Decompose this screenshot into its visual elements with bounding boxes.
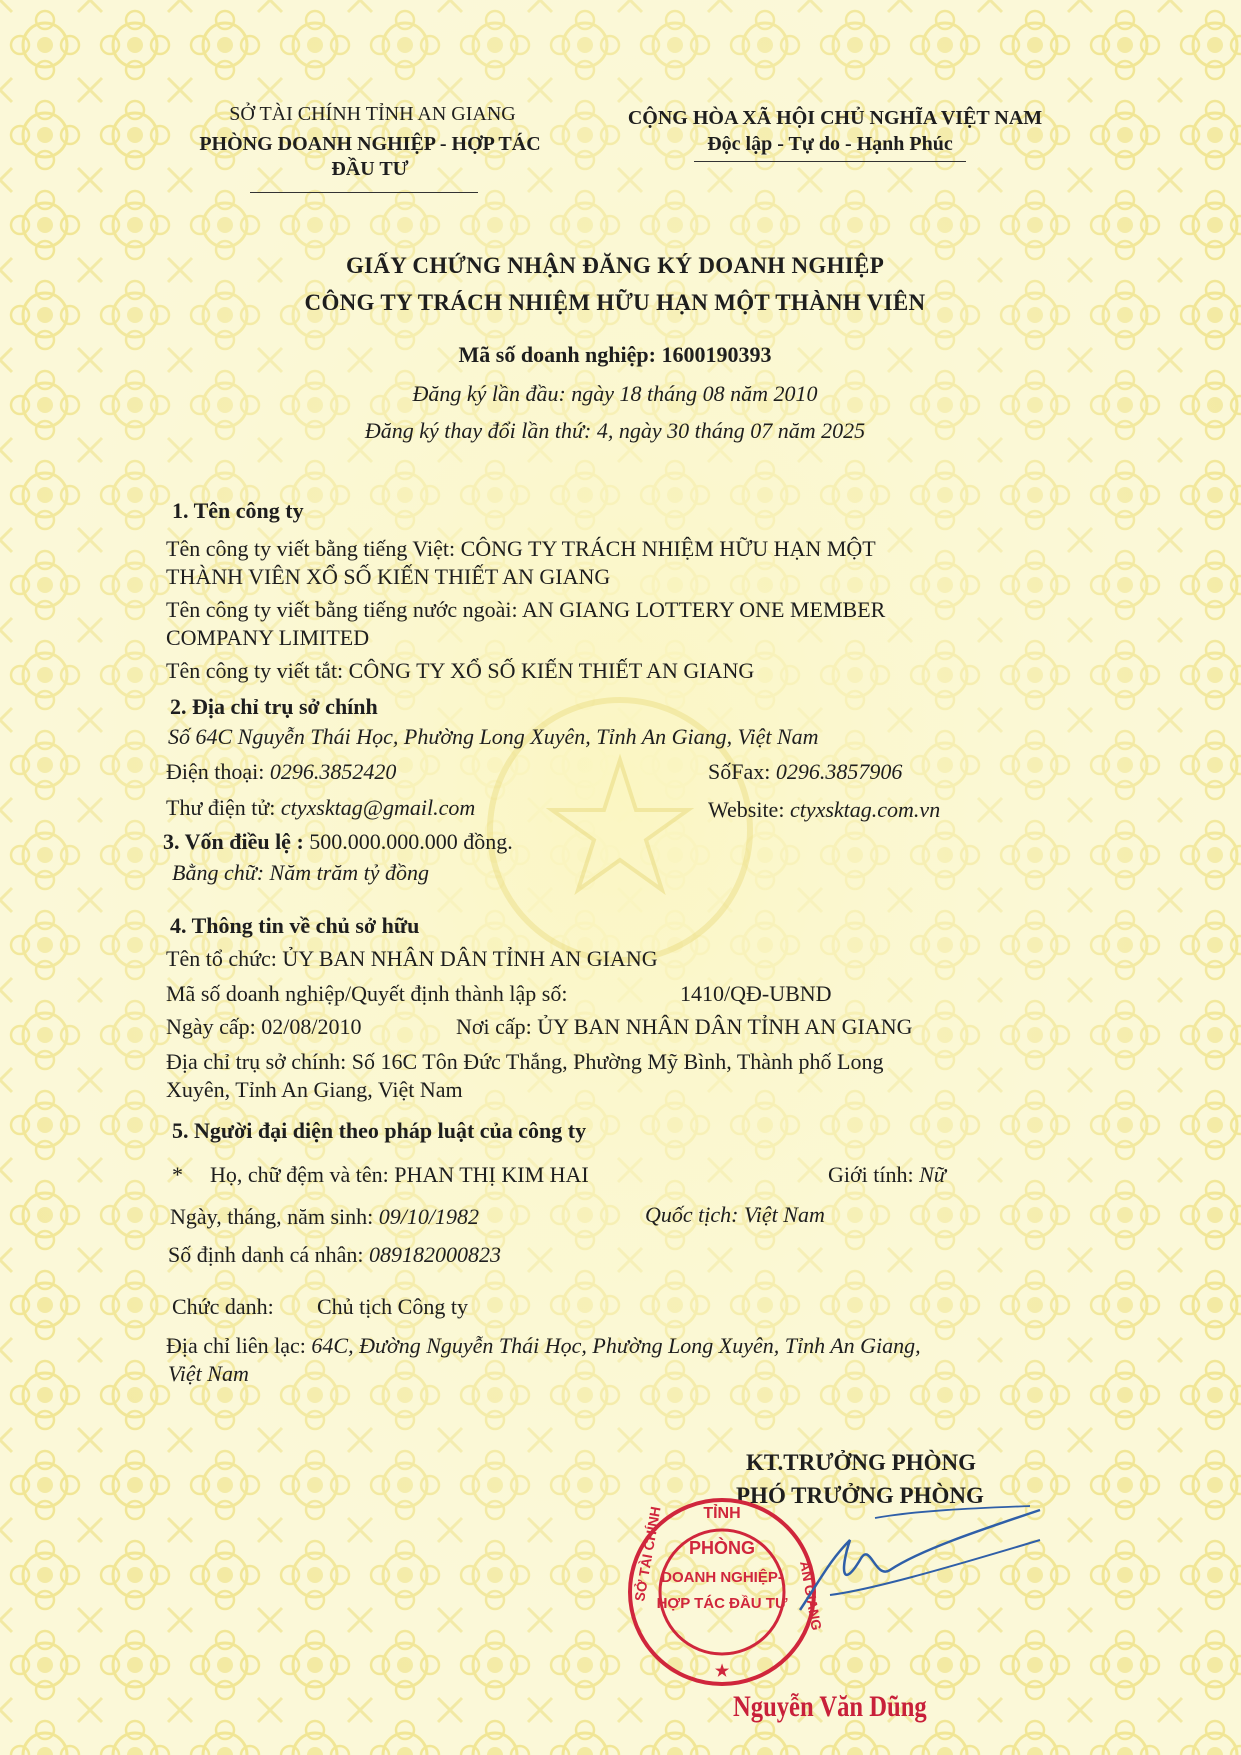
issuer-line-1: SỞ TÀI CHÍNH TỈNH AN GIANG <box>229 103 516 125</box>
section-5-heading: 5. Người đại diện theo pháp luật của công ty <box>172 1118 587 1143</box>
rep-contact-cont: Việt Nam <box>168 1361 249 1386</box>
owner-address-label: Địa chỉ trụ sở chính: <box>166 1049 347 1074</box>
enterprise-code <box>0 342 1230 368</box>
phone-label: Điện thoại: <box>166 759 265 784</box>
phone-row <box>166 759 396 785</box>
issue-date-value: 02/08/2010 <box>261 1014 362 1039</box>
rep-contact-row <box>166 1333 921 1359</box>
rep-pid-row <box>168 1242 501 1268</box>
company-name-foreign-value: AN GIANG LOTTERY ONE MEMBER <box>521 597 886 622</box>
rep-gender-label: Giới tính: <box>828 1162 914 1187</box>
rep-position-value: Chủ tịch Công ty <box>317 1294 468 1319</box>
country-name: CỘNG HÒA XÃ HỘI CHỦ NGHĨA VIỆT NAM <box>627 107 1043 129</box>
head-office-address: Số 64C Nguyễn Thái Học, Phường Long Xuyên, Tỉnh An Giang, Việt Nam <box>168 724 819 749</box>
signer-name: Nguyễn Văn Dũng <box>733 1690 927 1723</box>
rep-dob-value: 09/10/1982 <box>378 1204 479 1229</box>
rep-name-value: PHAN THỊ KIM HAI <box>394 1162 589 1187</box>
owner-address-cont: Xuyên, Tỉnh An Giang, Việt Nam <box>166 1077 463 1102</box>
phone-value: 0296.3852420 <box>269 759 397 784</box>
email-label: Thư điện tử: <box>166 795 276 820</box>
section-3-row <box>163 829 513 855</box>
change-registration: Đăng ký thay đổi lần thứ: 4, ngày 30 tháng 07 năm 2025 <box>364 418 866 443</box>
country-motto: Độc lập - Tự do - Hạnh Phúc <box>707 133 953 155</box>
company-name-vn <box>166 536 876 562</box>
website-value: ctyxsktag.com.vn <box>789 797 941 822</box>
section-4-heading: 4. Thông tin về chủ sở hữu <box>170 913 420 938</box>
owner-org-label: Tên tổ chức: <box>166 946 277 971</box>
issuer-underline <box>250 192 478 193</box>
svg-text:AN GIANG: AN GIANG <box>797 1559 825 1632</box>
svg-text:HỢP TÁC ĐẦU TƯ: HỢP TÁC ĐẦU TƯ <box>656 1595 788 1612</box>
rep-position-label: Chức danh: <box>172 1294 274 1319</box>
website-label: Website: <box>708 797 785 822</box>
issue-place-row <box>456 1014 912 1040</box>
section-3-heading: 3. Vốn điều lệ : <box>163 829 304 854</box>
owner-id-label: Mã số doanh nghiệp/Quyết định thành lập số: <box>166 981 568 1006</box>
rep-name-row <box>210 1162 589 1188</box>
rep-name-label: Họ, chữ đệm và tên: <box>210 1162 389 1187</box>
company-name-short-value: CÔNG TY XỔ SỐ KIẾN THIẾT AN GIANG <box>348 658 755 683</box>
enterprise-code-label: Mã số doanh nghiệp: <box>458 342 656 367</box>
email-value: ctyxsktag@gmail.com <box>280 795 476 820</box>
company-name-vn-value: CÔNG TY TRÁCH NHIỆM HỮU HẠN MỘT <box>460 536 876 561</box>
company-name-foreign-label: Tên công ty viết bằng tiếng nước ngoài: <box>166 597 518 622</box>
charter-capital-value: 500.000.000.000 đồng. <box>309 829 513 854</box>
company-name-vn-cont: THÀNH VIÊN XỔ SỐ KIẾN THIẾT AN GIANG <box>166 564 611 589</box>
enterprise-code-value: 1600190393 <box>661 342 772 367</box>
owner-org-value: ỦY BAN NHÂN DÂN TỈNH AN GIANG <box>282 946 658 971</box>
rep-pid-value: 089182000823 <box>369 1242 502 1267</box>
email-row <box>166 795 475 821</box>
svg-text:SỞ TÀI CHÍNH: SỞ TÀI CHÍNH <box>631 1505 664 1603</box>
owner-org-row <box>166 946 658 972</box>
handwritten-signature <box>780 1500 1060 1640</box>
website-row <box>708 797 940 823</box>
rep-nationality-value: Việt Nam <box>743 1202 825 1227</box>
rep-contact-value: 64C, Đường Nguyễn Thái Học, Phường Long Xuyên, Tỉnh An Giang, <box>311 1333 921 1358</box>
motto-underline <box>694 161 966 162</box>
section-1-heading: 1. Tên công ty <box>172 498 304 523</box>
fax-label: SốFax: <box>708 759 771 784</box>
owner-address-value: Số 16C Tôn Đức Thắng, Phường Mỹ Bình, Thành phố Long <box>351 1049 884 1074</box>
svg-text:DOANH NGHIỆP-: DOANH NGHIỆP- <box>661 1569 783 1586</box>
fax-value: 0296.3857906 <box>775 759 903 784</box>
svg-text:★: ★ <box>714 1663 730 1680</box>
document-subtitle: CÔNG TY TRÁCH NHIỆM HỮU HẠN MỘT THÀNH VIÊN <box>304 290 926 315</box>
fax-row <box>708 759 902 785</box>
signer-title-2: PHÓ TRƯỞNG PHÒNG <box>736 1483 984 1508</box>
owner-id-value: 1410/QĐ-UBND <box>680 981 832 1006</box>
signer-title-1: KT.TRƯỞNG PHÒNG <box>746 1450 976 1475</box>
company-name-vn-label: Tên công ty viết bằng tiếng Việt: <box>166 536 456 561</box>
issuer-line-2: PHÒNG DOANH NGHIỆP - HỢP TÁC <box>199 133 541 155</box>
charter-capital-words: Bằng chữ: Năm trăm tỷ đồng <box>172 860 430 885</box>
rep-pid-label: Số định danh cá nhân: <box>168 1242 364 1267</box>
rep-contact-label: Địa chỉ liên lạc: <box>166 1333 306 1358</box>
rep-gender-row <box>828 1162 946 1188</box>
document-title: GIẤY CHỨNG NHẬN ĐĂNG KÝ DOANH NGHIỆP <box>345 253 885 278</box>
first-registration: Đăng ký lần đầu: ngày 18 tháng 08 năm 2010 <box>412 381 818 406</box>
svg-text:PHÒNG: PHÒNG <box>688 1538 756 1558</box>
rep-dob-label: Ngày, tháng, năm sinh: <box>170 1204 374 1229</box>
company-name-short <box>166 658 754 684</box>
rep-dob-row <box>170 1204 479 1230</box>
company-name-foreign-cont: COMPANY LIMITED <box>166 625 370 650</box>
rep-gender-value: Nữ <box>919 1162 946 1187</box>
rep-bullet: * <box>172 1162 183 1187</box>
company-name-foreign <box>166 597 885 623</box>
svg-text:TỈNH: TỈNH <box>703 1505 741 1522</box>
rep-nationality-label: Quốc tịch: <box>645 1202 739 1227</box>
owner-address-row <box>166 1049 883 1075</box>
issue-place-value: ỦY BAN NHÂN DÂN TỈNH AN GIANG <box>537 1014 913 1039</box>
issue-place-label: Nơi cấp: <box>456 1014 532 1039</box>
section-2-heading: 2. Địa chỉ trụ sở chính <box>170 694 378 719</box>
issue-date-label: Ngày cấp: <box>166 1014 256 1039</box>
company-name-short-label: Tên công ty viết tắt: <box>166 658 344 683</box>
issuer-line-3: ĐẦU TƯ <box>331 158 409 180</box>
issue-date-row <box>166 1014 362 1040</box>
rep-nationality-row <box>645 1202 825 1228</box>
